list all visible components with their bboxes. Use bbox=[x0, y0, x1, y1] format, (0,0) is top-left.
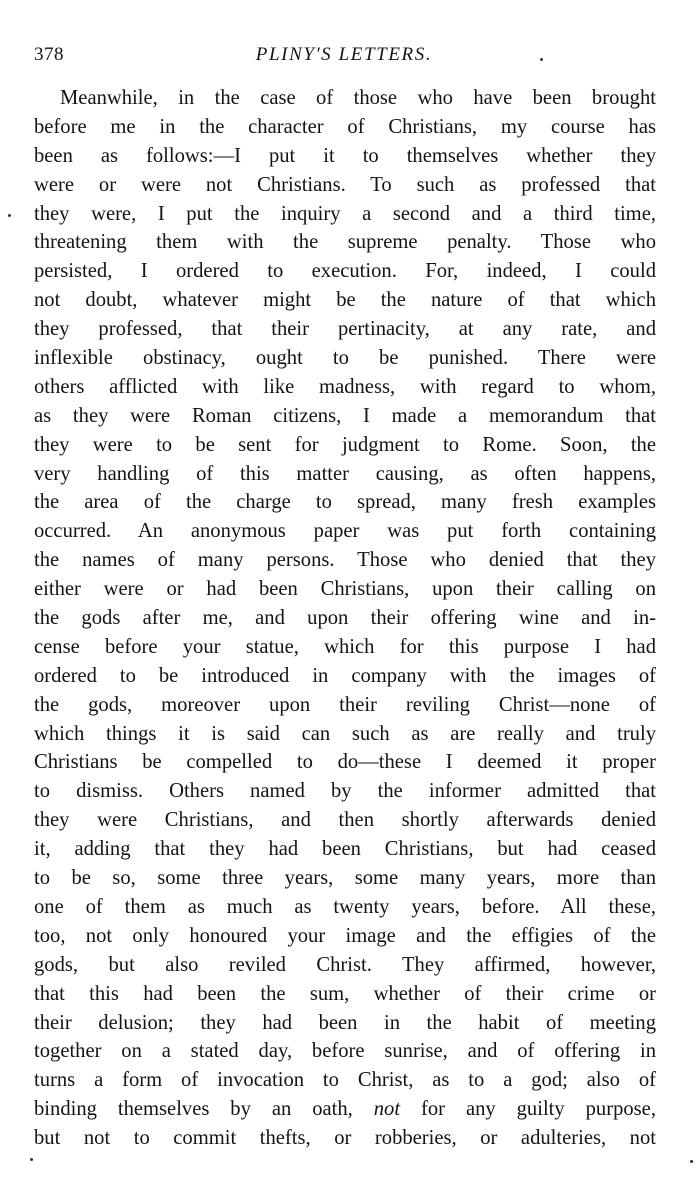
text-line: they were Christians, and then shortly afterwards denied bbox=[34, 809, 656, 832]
text-line: Meanwhile, in the case of those who have been brought bbox=[60, 87, 656, 109]
text-line: turns a form of invocation to Christ, as to a god; also of bbox=[34, 1069, 656, 1092]
text-line: not doubt, whatever might be the nature of that which bbox=[34, 289, 656, 312]
text-segment: for any guilty purpose, bbox=[421, 1098, 656, 1121]
body-text bbox=[34, 84, 656, 1153]
page-speck bbox=[30, 1158, 33, 1161]
text-line: to be so, some three years, some many years, more than bbox=[34, 867, 656, 890]
text-line: threatening them with the supreme penalty. Those who bbox=[34, 231, 656, 254]
text-line: to dismiss. Others named by the informer admitted that bbox=[34, 780, 656, 803]
text-line: they professed, that their pertinacity, at any rate, and bbox=[34, 318, 656, 341]
text-line: they were, I put the inquiry a second and a third time, bbox=[34, 202, 656, 225]
page-speck bbox=[690, 1160, 693, 1163]
text-line: their delusion; they had been in the habit of meeting bbox=[34, 1011, 656, 1034]
text-line-mixed bbox=[34, 1095, 656, 1124]
text-line: were or were not Christians. To such as professed that bbox=[34, 173, 656, 196]
text-line: but not to commit thefts, or robberies, or adulteries, not bbox=[34, 1127, 656, 1150]
text-line: it, adding that they had been Christians, but had ceased bbox=[34, 838, 656, 861]
text-line: very handling of this matter causing, as often happens, bbox=[34, 462, 656, 485]
text-line: that this had been the sum, whether of their crime or bbox=[34, 982, 656, 1005]
page-number: 378 bbox=[34, 44, 64, 65]
text-line: occurred. An anonymous paper was put forth containing bbox=[34, 520, 656, 543]
text-segment: binding themselves by an oath, bbox=[34, 1098, 353, 1121]
text-line: others afflicted with like madness, with regard to whom, bbox=[34, 375, 656, 398]
text-line: before me in the character of Christians, my course has bbox=[34, 115, 656, 138]
running-head bbox=[34, 44, 654, 74]
page-speck bbox=[8, 214, 11, 217]
text-line: inflexible obstinacy, ought to be punished. There were bbox=[34, 347, 656, 370]
text-line: the gods after me, and upon their offering wine and in- bbox=[34, 607, 656, 630]
text-line: persisted, I ordered to execution. For, indeed, I could bbox=[34, 260, 656, 283]
page-title: PLINY'S LETTERS. bbox=[255, 44, 433, 65]
text-line: the gods, moreover upon their reviling Christ—none of bbox=[34, 693, 656, 716]
text-line: too, not only honoured your image and the effigies of the bbox=[34, 924, 656, 947]
text-line: one of them as much as twenty years, before. All these, bbox=[34, 895, 656, 918]
text-line: Christians be compelled to do—these I deemed it proper bbox=[34, 751, 656, 774]
page-speck bbox=[540, 58, 543, 61]
text-line: been as follows:—I put it to themselves whether they bbox=[34, 144, 656, 167]
text-line: together on a stated day, before sunrise, and of offering in bbox=[34, 1040, 656, 1063]
text-line: ordered to be introduced in company with the images of bbox=[34, 664, 656, 687]
text-line: as they were Roman citizens, I made a memorandum that bbox=[34, 404, 656, 427]
text-line: either were or had been Christians, upon their calling on bbox=[34, 578, 656, 601]
text-line: gods, but also reviled Christ. They affirmed, however, bbox=[34, 953, 656, 976]
text-line: the names of many persons. Those who denied that they bbox=[34, 549, 656, 572]
text-line: which things it is said can such as are really and truly bbox=[34, 722, 656, 745]
italic-word: not bbox=[373, 1098, 401, 1121]
text-line: cense before your statue, which for this purpose I had bbox=[34, 635, 656, 658]
text-line: they were to be sent for judgment to Rome. Soon, the bbox=[34, 433, 656, 456]
text-line: the area of the charge to spread, many fresh examples bbox=[34, 491, 656, 514]
